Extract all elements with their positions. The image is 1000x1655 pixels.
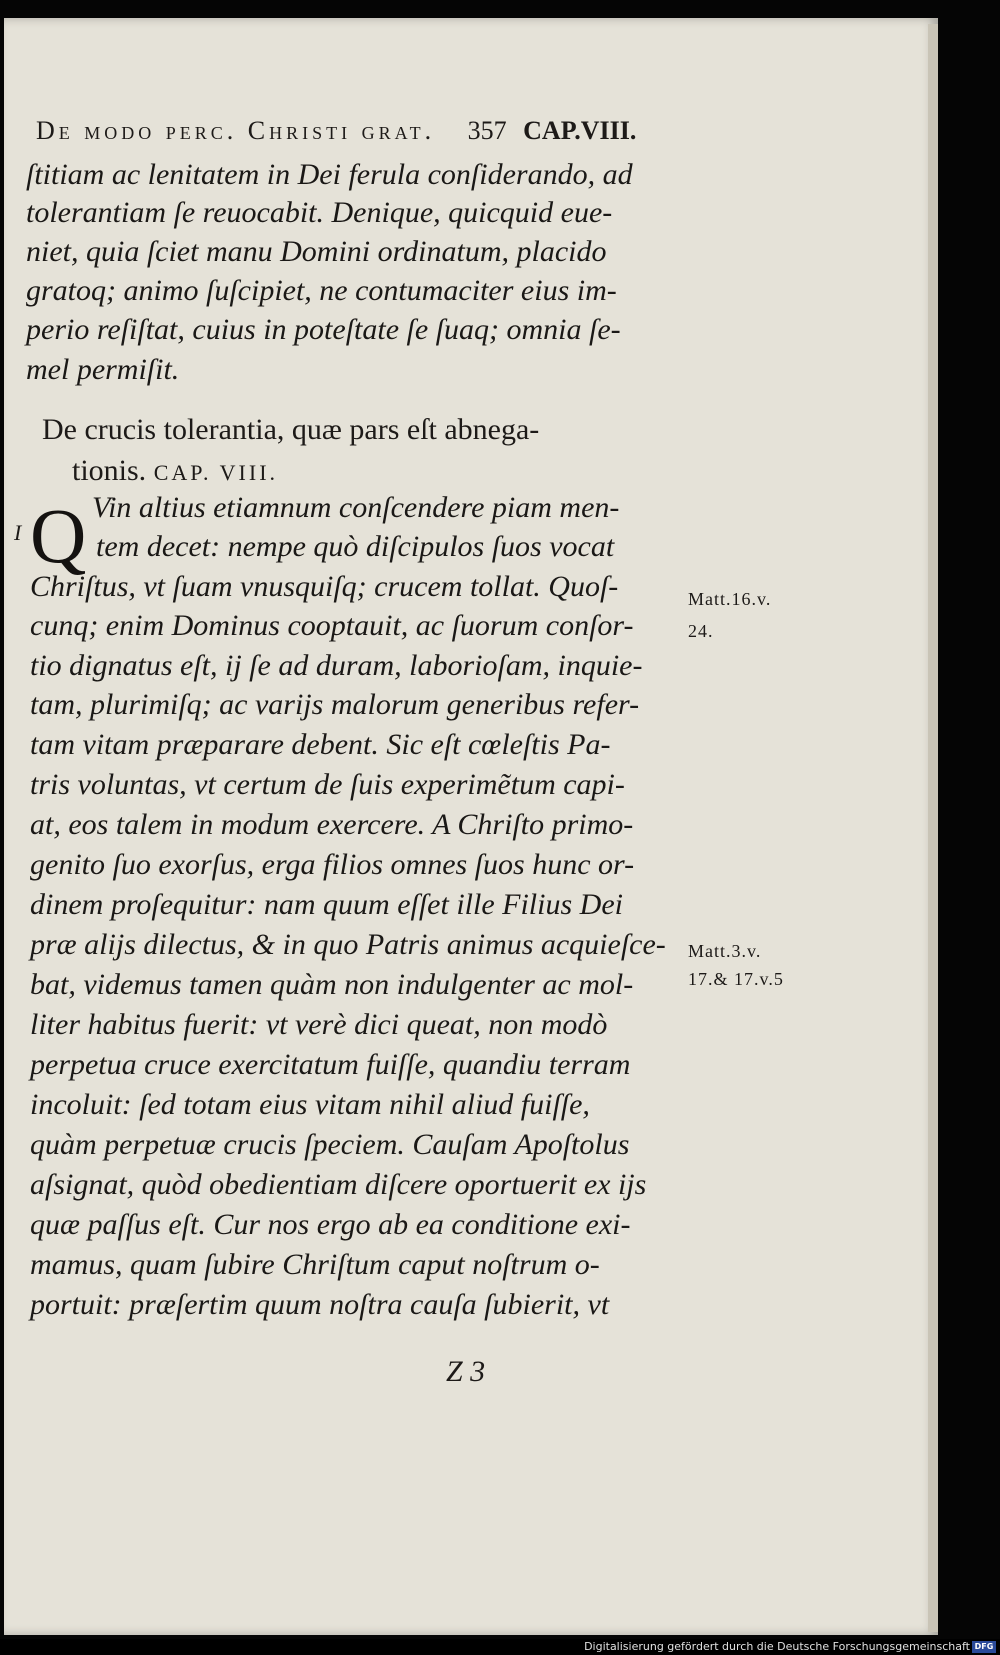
- body-line: quæ paſſus eſt. Cur nos ergo ab ea conditione exi-: [30, 1208, 631, 1241]
- body-line: tam, plurimiſq; ac varijs malorum generibus refer-: [30, 688, 640, 721]
- running-head-title: De modo perc. Christi grat.: [36, 116, 436, 145]
- continuation-line: niet, quia ſciet manu Domini ordinatum, placido: [26, 235, 607, 268]
- body-line: tris voluntas, vt certum de ſuis experimẽtum capi-: [30, 768, 625, 801]
- body-line: liter habitus fuerit: vt verè dici queat, non modò: [30, 1008, 608, 1041]
- continuation-line: perio reſiſtat, cuius in poteſtate ſe ſuaq; omnia ſe-: [26, 313, 621, 346]
- continuation-line: ſtitiam ac lenitatem in Dei ferula conſiderando, ad: [26, 158, 633, 191]
- body-line: Vin altius etiamnum conſcendere piam men-: [92, 491, 620, 524]
- body-line: Chriſtus, vt ſuam vnusquiſq; crucem tollat. Quoſ-: [30, 570, 619, 603]
- body-line: portuit: præſertim quum noſtra cauſa ſubierit, vt: [30, 1288, 610, 1321]
- body-line: mamus, quam ſubire Chriſtum caput noſtrum o-: [30, 1248, 600, 1281]
- body-line: cunq; enim Dominus cooptauit, ac ſuorum conſor-: [30, 609, 634, 642]
- signature-mark: Z 3: [446, 1355, 486, 1388]
- footer-credit: Digitalisierung gefördert durch die Deutsche Forschungsgemeinschaft: [584, 1640, 970, 1653]
- marginal-note-line1: Matt.16.v.: [688, 589, 772, 609]
- body-line: aſsignat, quòd obedientiam diſcere oportuerit ex ijs: [30, 1168, 647, 1201]
- body-line: bat, videmus tamen quàm non indulgenter ac mol-: [30, 968, 634, 1001]
- body-line: tio dignatus eſt, ij ſe ad duram, laborioſam, inquie-: [30, 649, 643, 682]
- running-head: [36, 116, 836, 146]
- drop-cap: Q: [30, 492, 87, 579]
- body-line: quàm perpetuæ crucis ſpeciem. Cauſam Apoſtolus: [30, 1128, 630, 1161]
- body-line: incoluit: ſed totam eius vitam nihil aliud fuiſſe,: [30, 1088, 590, 1121]
- chapter-heading-word: tionis.: [72, 454, 147, 487]
- chapter-heading-line1: De crucis tolerantia, quæ pars eſt abnega-: [42, 413, 540, 446]
- body-line: at, eos talem in modum exercere. A Chriſto primo-: [30, 808, 634, 841]
- section-number: I: [14, 520, 22, 545]
- page-edge: [928, 24, 938, 1632]
- continuation-line: mel permiſit.: [26, 353, 180, 386]
- continuation-line: tolerantiam ſe reuocabit. Denique, quicquid eue-: [26, 196, 613, 229]
- body-line: perpetua cruce exercitatum fuiſſe, quandiu terram: [30, 1048, 631, 1081]
- chapter-number: CAP. VIII.: [153, 460, 279, 485]
- chapter-heading-line2: [72, 456, 278, 486]
- continuation-line: gratoq; animo ſuſcipiet, ne contumaciter eius im-: [26, 274, 617, 307]
- dfg-logo: DFG: [972, 1641, 996, 1653]
- page-number: 357: [467, 116, 507, 145]
- body-line: tam vitam præparare debent. Sic eſt cœleſtis Pa-: [30, 728, 611, 761]
- marginal-note-line1: Matt.3.v.: [688, 941, 762, 961]
- body-line: tem decet: nempe quò diſcipulos ſuos vocat: [96, 530, 615, 563]
- body-line: genito ſuo exorſus, erga filios omnes ſuos hunc or-: [30, 848, 635, 881]
- running-head-chapter: CAP.VIII.: [523, 116, 637, 145]
- marginal-note-line2: 24.: [688, 621, 714, 641]
- body-line: dinem proſequitur: nam quum eſſet ille Filius Dei: [30, 888, 623, 921]
- marginal-note-line2: 17.& 17.v.5: [688, 969, 784, 989]
- body-line: præ alijs dilectus, & in quo Patris animus acquieſce-: [30, 928, 666, 961]
